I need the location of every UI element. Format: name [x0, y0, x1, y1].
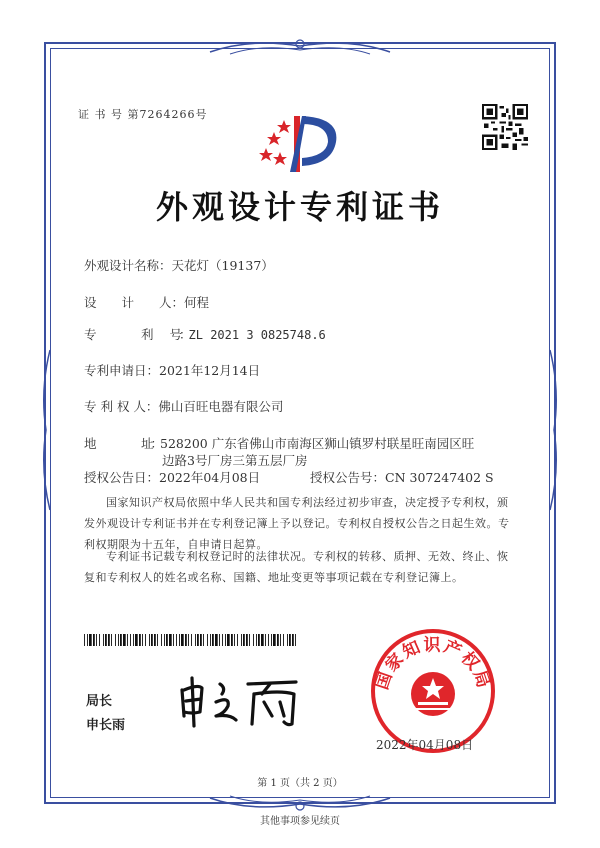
continuation-note: 其他事项参见续页	[260, 816, 340, 827]
bottom-ornament	[200, 792, 400, 814]
address-label: 地 址：	[84, 436, 161, 451]
seal-text: 国家知识产权局	[372, 635, 494, 693]
design-name-label: 外观设计名称：	[84, 258, 172, 273]
design-name-value: 天花灯（19137）	[171, 258, 274, 273]
patentee-label: 专 利 权 人：	[84, 399, 159, 414]
page-number: 第 1 页（共 2 页）	[257, 778, 343, 789]
patent-number-row	[84, 325, 326, 343]
patent-number-value: ZL 2021 3 0825748.6	[188, 328, 326, 342]
barcode	[84, 634, 298, 646]
patentee-row	[84, 397, 283, 415]
announce-number-value: CN 307247402 S	[385, 470, 494, 485]
certificate-number: 证 书 号 第7264266号	[78, 108, 208, 121]
address-row	[84, 434, 474, 452]
patentee-value: 佛山百旺电器有限公司	[158, 399, 284, 414]
designer-row	[84, 293, 209, 311]
grant-statement: 国家知识产权局依照中华人民共和国专利法经过初步审查，决定授予专利权，颁发外观设计专利证书并在专利登记簿上予以登记。专利权自授权公告之日起生效。专利权期限为十五年，自申请日起算。	[84, 496, 510, 551]
right-ornament	[546, 340, 562, 520]
announce-date-row	[84, 468, 260, 486]
director-name: 申长雨	[86, 718, 126, 733]
designer-label: 设 计 人：	[84, 295, 185, 310]
legal-status-statement: 专利证书记载专利权登记时的法律状况。专利权的转移、质押、无效、终止、恢复和专利权人的姓名或名称、国籍、地址变更等事项记载在专利登记簿上。	[84, 550, 509, 584]
certificate-title: 外观设计专利证书	[155, 188, 444, 226]
left-ornament	[38, 340, 54, 520]
patent-number-label: 专 利 号：	[84, 327, 189, 342]
announce-number-label: 授权公告号：	[310, 470, 386, 485]
director-title: 局长	[86, 694, 113, 709]
seal-date: 2022年04月08日	[376, 738, 474, 752]
qr-code	[482, 104, 528, 150]
filing-date-row	[84, 361, 260, 379]
address-line1: 528200 广东省佛山市南海区狮山镇罗村联星旺南园区旺	[160, 436, 475, 451]
filing-date-label: 专利申请日：	[84, 363, 160, 378]
top-ornament	[200, 36, 400, 58]
announce-date-value: 2022年04月08日	[159, 470, 261, 485]
director-signature	[176, 672, 306, 728]
patent-office-logo	[256, 108, 346, 178]
address-line2: 边路3号厂房三第五层厂房	[162, 453, 308, 468]
announce-number-row	[310, 468, 494, 486]
announce-date-label: 授权公告日：	[84, 470, 160, 485]
design-name-row	[84, 256, 274, 274]
designer-value: 何程	[184, 295, 210, 310]
filing-date-value: 2021年12月14日	[159, 363, 261, 378]
